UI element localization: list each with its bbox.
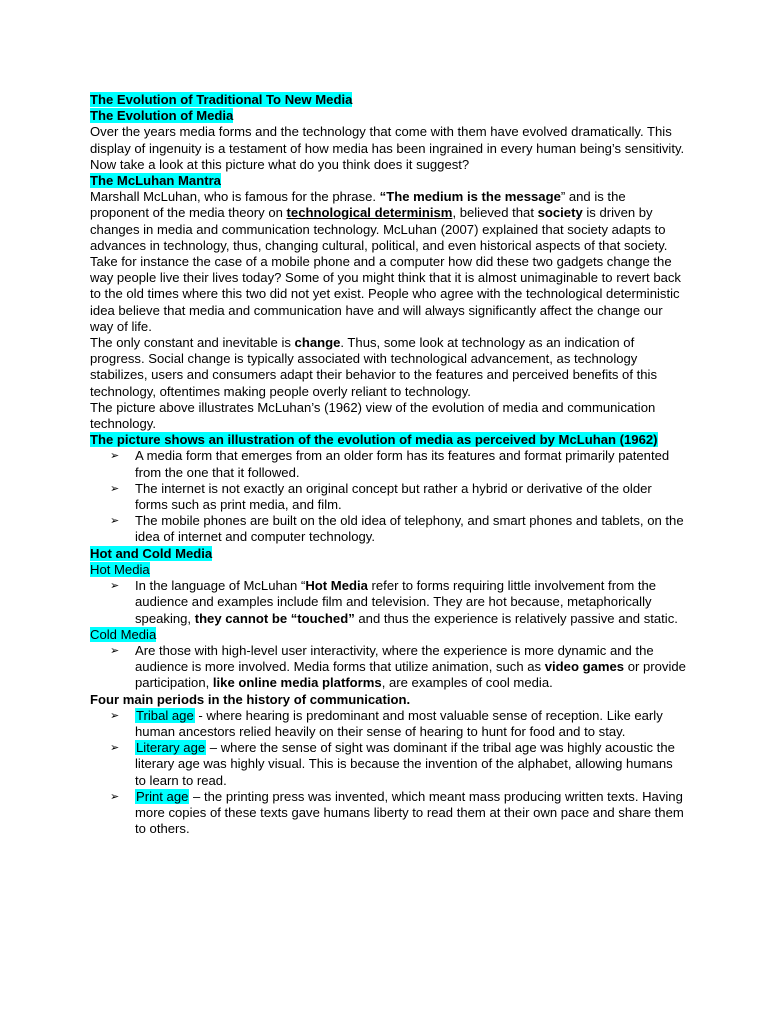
- list-item: [90, 740, 686, 789]
- paragraph-picture-above: The picture above illustrates McLuhan’s (1962) view of the evolution of media and communication technology.: [90, 399, 656, 432]
- label-hot-media: Hot Media: [90, 561, 150, 577]
- term-technological-determinism: technological determinism: [286, 205, 453, 221]
- term-online-media-platforms: like online media platforms: [212, 675, 382, 691]
- paragraph-evolution: Over the years media forms and the technology that come with them have evolved dramatically. This display of ingenuity is a testament of how media has been ingrained in every human being’s sensitivity. Now take a look at this picture what do you think does it suggest?: [90, 124, 685, 172]
- term-video-games: video games: [544, 659, 625, 675]
- text-run: Are those with high-level user interactivity, where the experience is more dynamic and the audience is more involved. Media forms that utilize animation, such as: [135, 642, 654, 675]
- arrow-bullet-icon: ➢: [110, 790, 120, 803]
- list-item: [90, 789, 686, 838]
- term-change: change: [294, 335, 341, 351]
- text-run: and thus the experience is relatively passive and static.: [354, 610, 678, 626]
- arrow-bullet-icon: ➢: [110, 580, 120, 593]
- label-cold-media: Cold Media: [90, 626, 157, 642]
- list-item-text: The mobile phones are built on the old idea of telephony, and smart phones and tablets, on the idea of internet and computer technology.: [135, 513, 684, 545]
- term-hot-media: Hot Media: [305, 578, 368, 594]
- list-item: [90, 578, 686, 627]
- text-run: In the language of McLuhan “: [135, 578, 306, 594]
- arrow-bullet-icon: ➢: [110, 742, 120, 755]
- highlighted-heading: The picture shows an illustration of the evolution of media as perceived by McLuhan (1962): [90, 432, 658, 448]
- list-item-text: A media form that emerges from an older form has its features and format primarily patented from the one that it followed.: [135, 448, 670, 480]
- text-run: Marshall McLuhan, who is famous for the phrase.: [90, 189, 380, 205]
- list-item: [90, 448, 686, 480]
- list-item-text: - where hearing is predominant and most valuable sense of reception. Like early human ancestors relied heavily on their sense of hearing to hunt for food and to stay.: [135, 707, 663, 739]
- text-run: is driven by changes in media and communication technology. McLuhan (2007) explained that society adapts to advances in technology, thus, changing cultural, political, and even historical aspects of that society.: [90, 205, 668, 253]
- paragraph-mobile-phone: Take for instance the case of a mobile phone and a computer how did these two gadgets change the way people live their lives today? Some of you might think that it is almost unimaginable to revert back to the old times where this two did not yet exist. People who agree with the technological deterministic idea believe that media and communication have and will always significantly affect the change our way of life.: [90, 254, 681, 334]
- list-item-text: The internet is not exactly an original concept but rather a hybrid or derivative of the older forms such as print media, and film.: [135, 480, 652, 513]
- illustration-bullet-list: [90, 448, 686, 545]
- quote-medium-message: “The medium is the message: [379, 189, 561, 205]
- arrow-bullet-icon: ➢: [110, 709, 120, 722]
- paragraph-mcluhan: [90, 189, 686, 254]
- text-run: , are examples of cool media.: [381, 675, 553, 691]
- text-run: ” and is the proponent of the media theory on: [90, 189, 626, 221]
- list-item: [90, 481, 686, 513]
- list-item: [90, 643, 686, 692]
- periods-list: [90, 708, 686, 838]
- document-page: [90, 92, 686, 837]
- text-run: refer to forms requiring little involvement from the audience and examples include film and television. They are hot because, metaphorically speaking,: [135, 578, 657, 626]
- text-run: or provide participation,: [135, 659, 686, 691]
- list-item: [90, 708, 686, 740]
- section-heading-evolution: The Evolution of Media: [90, 108, 234, 124]
- document-title: The Evolution of Traditional To New Media: [90, 92, 353, 107]
- list-item: [90, 513, 686, 545]
- text-run: , believed that: [452, 205, 538, 221]
- period-label-tribal: Tribal age: [136, 707, 194, 723]
- list-item-text: – where the sense of sight was dominant if the tribal age was highly acoustic the literary age was highly visual. This is because the invention of the alphabet, allowing humans to learn to read.: [135, 740, 675, 788]
- cold-media-list: [90, 643, 686, 692]
- text-run: . Thus, some look at technology as an indication of progress. Social change is typically associated with technological advancement, as technology stabilizes, users and consumers adapt their behavior to the features and perceived benefits of this technology, oftentimes making people overly reliant to technology.: [90, 335, 657, 399]
- hot-media-list: [90, 578, 686, 627]
- term-cannot-be-touched: they cannot be “touched”: [194, 610, 355, 626]
- period-label-literary: Literary age: [136, 740, 206, 756]
- list-item-text: – the printing press was invented, which meant mass producing written texts. Having more copies of these texts gave humans liberty to read them at their own pace and share them to others.: [135, 788, 684, 837]
- arrow-bullet-icon: ➢: [110, 644, 120, 657]
- section-heading-mcluhan-mantra: The McLuhan Mantra: [90, 173, 221, 189]
- section-heading-four-periods: Four main periods in the history of communication.: [90, 691, 411, 707]
- paragraph-change: [90, 335, 686, 400]
- arrow-bullet-icon: ➢: [110, 450, 120, 463]
- section-heading-hot-cold: Hot and Cold Media: [90, 545, 213, 561]
- period-label-print: Print age: [136, 788, 189, 804]
- arrow-bullet-icon: ➢: [110, 482, 120, 495]
- arrow-bullet-icon: ➢: [110, 515, 120, 528]
- text-run: The only constant and inevitable is: [90, 335, 295, 351]
- section-heading-illustration: [90, 432, 686, 448]
- term-society: society: [537, 205, 583, 221]
